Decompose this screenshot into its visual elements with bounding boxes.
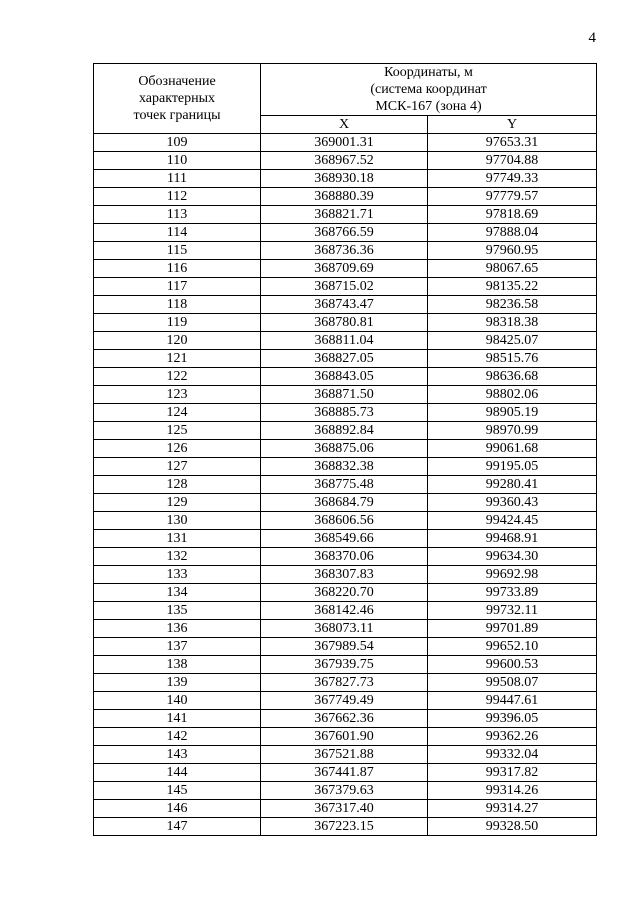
- y-coordinate-cell: 99600.53: [428, 656, 597, 674]
- x-coordinate-cell: 368811.04: [261, 332, 428, 350]
- point-number-cell: 127: [94, 458, 261, 476]
- x-coordinate-cell: 368736.36: [261, 242, 428, 260]
- y-coordinate-cell: 97888.04: [428, 224, 597, 242]
- y-coordinate-cell: 99508.07: [428, 674, 597, 692]
- header-point-designation: Обозначение характерных точек границы: [94, 64, 261, 134]
- x-coordinate-cell: 368892.84: [261, 422, 428, 440]
- table-row: [94, 332, 597, 350]
- x-coordinate-cell: 368775.48: [261, 476, 428, 494]
- table-row: [94, 728, 597, 746]
- table-row: [94, 152, 597, 170]
- point-number-cell: 128: [94, 476, 261, 494]
- point-number-cell: 119: [94, 314, 261, 332]
- x-coordinate-cell: 368549.66: [261, 530, 428, 548]
- table-row: [94, 278, 597, 296]
- table-row: [94, 440, 597, 458]
- x-coordinate-cell: 368606.56: [261, 512, 428, 530]
- point-number-cell: 136: [94, 620, 261, 638]
- x-coordinate-cell: 368220.70: [261, 584, 428, 602]
- x-coordinate-cell: 367939.75: [261, 656, 428, 674]
- y-coordinate-cell: 98318.38: [428, 314, 597, 332]
- point-number-cell: 115: [94, 242, 261, 260]
- point-number-cell: 122: [94, 368, 261, 386]
- point-number-cell: 144: [94, 764, 261, 782]
- x-coordinate-cell: 367441.87: [261, 764, 428, 782]
- y-coordinate-cell: 99692.98: [428, 566, 597, 584]
- table-row: [94, 134, 597, 152]
- x-coordinate-cell: 367749.49: [261, 692, 428, 710]
- point-number-cell: 117: [94, 278, 261, 296]
- point-number-cell: 112: [94, 188, 261, 206]
- x-coordinate-cell: 368743.47: [261, 296, 428, 314]
- table-row: [94, 368, 597, 386]
- table-row: [94, 242, 597, 260]
- point-number-cell: 143: [94, 746, 261, 764]
- y-coordinate-cell: 97704.88: [428, 152, 597, 170]
- table-row: [94, 746, 597, 764]
- x-coordinate-cell: 368967.52: [261, 152, 428, 170]
- x-coordinate-cell: 368370.06: [261, 548, 428, 566]
- y-coordinate-cell: 99314.26: [428, 782, 597, 800]
- point-number-cell: 147: [94, 818, 261, 836]
- x-coordinate-cell: 368930.18: [261, 170, 428, 188]
- point-number-cell: 120: [94, 332, 261, 350]
- y-coordinate-cell: 99328.50: [428, 818, 597, 836]
- table-row: [94, 818, 597, 836]
- table-row: [94, 314, 597, 332]
- table-row: [94, 404, 597, 422]
- x-coordinate-cell: 368307.83: [261, 566, 428, 584]
- y-coordinate-cell: 99332.04: [428, 746, 597, 764]
- y-coordinate-cell: 99468.91: [428, 530, 597, 548]
- table-row: [94, 512, 597, 530]
- table-row: [94, 800, 597, 818]
- y-coordinate-cell: 99317.82: [428, 764, 597, 782]
- y-coordinate-cell: 98802.06: [428, 386, 597, 404]
- x-coordinate-cell: 368780.81: [261, 314, 428, 332]
- x-coordinate-cell: 368885.73: [261, 404, 428, 422]
- point-number-cell: 124: [94, 404, 261, 422]
- y-coordinate-cell: 98970.99: [428, 422, 597, 440]
- point-number-cell: 139: [94, 674, 261, 692]
- point-number-cell: 142: [94, 728, 261, 746]
- table-row: [94, 170, 597, 188]
- y-coordinate-cell: 98236.58: [428, 296, 597, 314]
- point-number-cell: 116: [94, 260, 261, 278]
- y-coordinate-cell: 99732.11: [428, 602, 597, 620]
- y-coordinate-cell: 99195.05: [428, 458, 597, 476]
- x-coordinate-cell: 367601.90: [261, 728, 428, 746]
- x-coordinate-cell: 368142.46: [261, 602, 428, 620]
- y-coordinate-cell: 99634.30: [428, 548, 597, 566]
- x-coordinate-cell: 368875.06: [261, 440, 428, 458]
- x-coordinate-cell: 369001.31: [261, 134, 428, 152]
- table-row: [94, 458, 597, 476]
- table-row: [94, 584, 597, 602]
- point-number-cell: 110: [94, 152, 261, 170]
- table-row: [94, 224, 597, 242]
- table-row: [94, 782, 597, 800]
- table-row: [94, 692, 597, 710]
- page-number: 4: [588, 30, 596, 46]
- x-coordinate-cell: 367379.63: [261, 782, 428, 800]
- y-coordinate-cell: 97818.69: [428, 206, 597, 224]
- table-row: [94, 476, 597, 494]
- table-body: [94, 134, 597, 836]
- y-coordinate-cell: 99424.45: [428, 512, 597, 530]
- x-coordinate-cell: 368832.38: [261, 458, 428, 476]
- table-row: [94, 530, 597, 548]
- table-row: [94, 620, 597, 638]
- point-number-cell: 138: [94, 656, 261, 674]
- point-number-cell: 126: [94, 440, 261, 458]
- header-coordinates: Координаты, м (система координат МСК-167 (зона 4): [261, 64, 597, 116]
- point-number-cell: 130: [94, 512, 261, 530]
- header-x: X: [261, 116, 428, 134]
- table-row: [94, 602, 597, 620]
- table-row: [94, 296, 597, 314]
- x-coordinate-cell: 368871.50: [261, 386, 428, 404]
- point-number-cell: 121: [94, 350, 261, 368]
- y-coordinate-cell: 98905.19: [428, 404, 597, 422]
- header-y: Y: [428, 116, 597, 134]
- y-coordinate-cell: 98067.65: [428, 260, 597, 278]
- y-coordinate-cell: 99280.41: [428, 476, 597, 494]
- x-coordinate-cell: 367989.54: [261, 638, 428, 656]
- x-coordinate-cell: 368073.11: [261, 620, 428, 638]
- point-number-cell: 123: [94, 386, 261, 404]
- point-number-cell: 140: [94, 692, 261, 710]
- y-coordinate-cell: 97749.33: [428, 170, 597, 188]
- x-coordinate-cell: 368709.69: [261, 260, 428, 278]
- y-coordinate-cell: 99733.89: [428, 584, 597, 602]
- table-row: [94, 206, 597, 224]
- table-row: [94, 566, 597, 584]
- y-coordinate-cell: 99396.05: [428, 710, 597, 728]
- table-row: [94, 548, 597, 566]
- point-number-cell: 111: [94, 170, 261, 188]
- coordinates-table: [93, 63, 597, 836]
- point-number-cell: 145: [94, 782, 261, 800]
- point-number-cell: 141: [94, 710, 261, 728]
- point-number-cell: 113: [94, 206, 261, 224]
- y-coordinate-cell: 99061.68: [428, 440, 597, 458]
- point-number-cell: 118: [94, 296, 261, 314]
- table-row: [94, 494, 597, 512]
- table-row: [94, 764, 597, 782]
- y-coordinate-cell: 97960.95: [428, 242, 597, 260]
- table-row: [94, 656, 597, 674]
- table-row: [94, 386, 597, 404]
- y-coordinate-cell: 98636.68: [428, 368, 597, 386]
- point-number-cell: 133: [94, 566, 261, 584]
- y-coordinate-cell: 99701.89: [428, 620, 597, 638]
- y-coordinate-cell: 97779.57: [428, 188, 597, 206]
- point-number-cell: 125: [94, 422, 261, 440]
- table-row: [94, 188, 597, 206]
- x-coordinate-cell: 368715.02: [261, 278, 428, 296]
- y-coordinate-cell: 99360.43: [428, 494, 597, 512]
- y-coordinate-cell: 99314.27: [428, 800, 597, 818]
- x-coordinate-cell: 368880.39: [261, 188, 428, 206]
- table-row: [94, 710, 597, 728]
- y-coordinate-cell: 98515.76: [428, 350, 597, 368]
- x-coordinate-cell: 367317.40: [261, 800, 428, 818]
- x-coordinate-cell: 368766.59: [261, 224, 428, 242]
- table-row: [94, 350, 597, 368]
- table-row: [94, 638, 597, 656]
- y-coordinate-cell: 98425.07: [428, 332, 597, 350]
- point-number-cell: 132: [94, 548, 261, 566]
- point-number-cell: 114: [94, 224, 261, 242]
- y-coordinate-cell: 98135.22: [428, 278, 597, 296]
- point-number-cell: 135: [94, 602, 261, 620]
- x-coordinate-cell: 367521.88: [261, 746, 428, 764]
- x-coordinate-cell: 368827.05: [261, 350, 428, 368]
- x-coordinate-cell: 367223.15: [261, 818, 428, 836]
- y-coordinate-cell: 99362.26: [428, 728, 597, 746]
- x-coordinate-cell: 368843.05: [261, 368, 428, 386]
- y-coordinate-cell: 97653.31: [428, 134, 597, 152]
- x-coordinate-cell: 368684.79: [261, 494, 428, 512]
- x-coordinate-cell: 368821.71: [261, 206, 428, 224]
- point-number-cell: 109: [94, 134, 261, 152]
- point-number-cell: 137: [94, 638, 261, 656]
- x-coordinate-cell: 367827.73: [261, 674, 428, 692]
- y-coordinate-cell: 99652.10: [428, 638, 597, 656]
- point-number-cell: 129: [94, 494, 261, 512]
- y-coordinate-cell: 99447.61: [428, 692, 597, 710]
- table-row: [94, 422, 597, 440]
- point-number-cell: 146: [94, 800, 261, 818]
- point-number-cell: 134: [94, 584, 261, 602]
- x-coordinate-cell: 367662.36: [261, 710, 428, 728]
- table-row: [94, 260, 597, 278]
- point-number-cell: 131: [94, 530, 261, 548]
- table-row: [94, 674, 597, 692]
